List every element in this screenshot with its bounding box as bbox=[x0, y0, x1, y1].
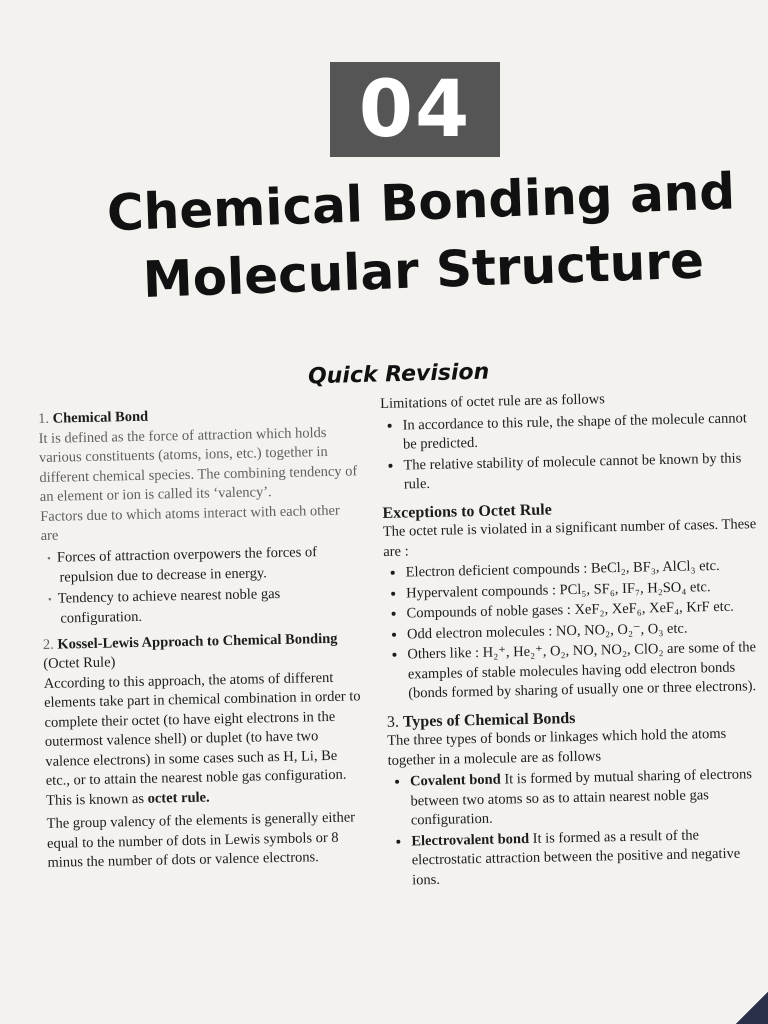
chapter-title-line-1: Chemical Bonding and bbox=[106, 162, 736, 243]
page-corner-shadow bbox=[728, 984, 768, 1024]
list-item: • Hypervalent compounds : PCl₅, SF₆, IF₇, H₂SO₄ etc. bbox=[406, 577, 764, 604]
exceptions-list bbox=[384, 556, 767, 704]
octet-rule-term: octet rule. bbox=[147, 788, 210, 807]
list-item: • Others like : H₂⁺, He₂⁺, O₂, NO, NO₂, ClO₂ are some of the examples of stable molecules having odd electron bonds (bonds formed by sharing of usually one or three electrons). bbox=[407, 638, 766, 704]
section-2-title-suffix: (Octet Rule) bbox=[43, 654, 116, 672]
list-item: • The relative stability of molecule cannot be known by this rule. bbox=[403, 449, 762, 495]
list-item: • Forces of attraction overpowers the forces of repulsion due to decrease in energy. bbox=[59, 542, 360, 588]
limitations-intro: Limitations of octet rule are as follows bbox=[380, 391, 605, 412]
section-2-heading bbox=[43, 629, 362, 675]
bond-description: It is formed as a result of the electrostatic attraction between the positive and negative ions. bbox=[411, 826, 741, 888]
quick-revision-heading: Quick Revision bbox=[307, 359, 490, 390]
exceptions-intro: The octet rule is violated in a significant number of cases. These are : bbox=[382, 516, 757, 560]
list-item: • Compounds of noble gases : XeF₂, XeF₆, XeF₄, KrF etc. bbox=[406, 597, 764, 624]
list-item: • Odd electron molecules : NO, NO₂, O₂⁻, O₃ etc. bbox=[407, 617, 765, 644]
bond-term: Covalent bond bbox=[409, 771, 501, 790]
section-2-title: Kossel-Lewis Approach to Chemical Bonding bbox=[57, 630, 338, 653]
chapter-title bbox=[85, 157, 759, 316]
right-column bbox=[380, 387, 768, 895]
left-column bbox=[38, 403, 366, 873]
section-3-title: Types of Chemical Bonds bbox=[402, 709, 576, 731]
bond-types-list bbox=[388, 765, 768, 891]
bond-term: Electrovalent bond bbox=[411, 830, 530, 849]
section-2-paragraph-1-text: According to this approach, the atoms of different elements take part in chemical combination in order to complete their octet (to have eight electrons in the outermost valence shell) or duplet (to have two valence electrons) in some cases such as H, Li, Be etc., or to attain the nearest noble gas configuration. This is known as bbox=[43, 669, 361, 809]
list-item bbox=[411, 824, 768, 890]
section-1-paragraph-2: Factors due to which atoms interact with each other are bbox=[40, 502, 340, 544]
section-1-paragraph-1: It is defined as the force of attraction which holds various constituents (atoms, ions, etc.) together in different chemical species. The combining tendency of an element or ion is called its ‘valency’. bbox=[38, 424, 358, 505]
chapter-number: 04 bbox=[358, 64, 472, 155]
section-1-number: 1. bbox=[38, 410, 50, 427]
section-3-intro: The three types of bonds or linkages which hold the atoms together in a molecule are as follows bbox=[387, 725, 727, 769]
section-2-number: 2. bbox=[42, 636, 54, 653]
section-2-paragraph-2: The group valency of the elements is generally either equal to the number of dots in Lewis symbols or 8 minus the number of dots or valence electrons. bbox=[46, 809, 356, 871]
list-item: • Tendency to achieve nearest noble gas configuration. bbox=[60, 583, 361, 629]
section-2-paragraph-1 bbox=[44, 668, 365, 811]
exceptions-heading: Exceptions to Octet Rule bbox=[382, 500, 552, 522]
chapter-title-line-2: Molecular Structure bbox=[141, 231, 705, 310]
list-item: • Electron deficient compounds : BeCl₂, BF₃, AlCl₃ etc. bbox=[406, 556, 764, 583]
section-1-title: Chemical Bond bbox=[52, 408, 149, 427]
list-item: • In accordance to this rule, the shape of the molecule cannot be predicted. bbox=[402, 409, 761, 455]
chapter-number-badge bbox=[330, 62, 500, 157]
limitations-list bbox=[380, 409, 762, 496]
bond-description: It is formed by mutual sharing of electrons between two atoms so as to attain nearest noble gas configuration. bbox=[410, 766, 753, 829]
list-item bbox=[410, 765, 768, 831]
section-3-number: 3. bbox=[386, 713, 400, 731]
section-1-factor-list bbox=[41, 542, 361, 630]
